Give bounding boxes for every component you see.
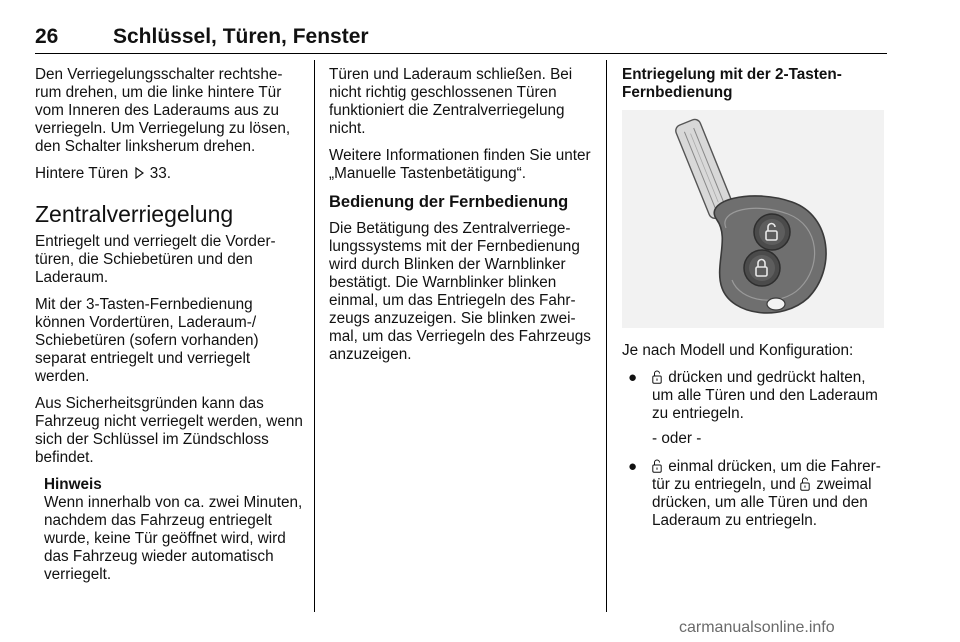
unlock-icon <box>652 370 662 384</box>
note-text: Wenn innerhalb von ca. zwei Minuten, nachdem das Fahrzeug entriegelt wurde, keine Tür geöffnet wird, wird das Fahrzeug wieder automatisch verriegelt. <box>44 494 303 583</box>
cross-reference <box>35 165 303 183</box>
unlock-icon <box>652 459 662 473</box>
instruction-list <box>622 369 888 423</box>
bullet: ● <box>628 458 638 475</box>
section-heading: Zentralverriegelung <box>35 201 234 227</box>
page-header <box>35 25 887 51</box>
page-title: Schlüssel, Türen, Fenster <box>113 25 369 48</box>
list-item-text: zweimal drücken, um alle Türen und den Laderaum zu entriegeln. <box>652 476 872 529</box>
paragraph: Mit der 3-Tasten-Fernbedienung können Vordertüren, Laderaum-/ Schiebetüren (sofern vorhanden) separat entriegelt und verriegelt werden. <box>35 296 259 385</box>
paragraph: Entriegelt und verriegelt die Vordertüren, die Schiebetüren und den Laderaum. <box>35 233 276 286</box>
bullet: ● <box>628 369 638 386</box>
column-divider-1 <box>314 60 315 612</box>
note-title: Hinweis <box>44 476 102 493</box>
list-item-text: einmal drücken, um die Fahrertür zu entriegeln, und <box>652 458 881 493</box>
column-1 <box>35 66 303 584</box>
note-box <box>44 476 303 584</box>
list-item <box>622 369 888 423</box>
column-2 <box>329 66 593 373</box>
paragraph: Türen und Laderaum schließen. Bei nicht richtig geschlossenen Türen funktioniert die Zentralverriegelung nicht. <box>329 66 573 137</box>
sub-heading: Bedienung der Fernbedienung <box>329 193 569 211</box>
xref-label: Hintere Türen <box>35 165 129 182</box>
page-number: 26 <box>35 25 59 48</box>
paragraph: Die Betätigung des Zentralverriegelungssystems mit der Fernbedienung wird durch Blinken der Warnblinker bestätigt. Die Warnblinker blinken einmal, um das Entriegeln des Fahrzeugs anzuzeigen. Sie blinken zweimal, um das Verriegeln des Fahrzeugs anzuzeigen. <box>329 220 591 363</box>
column-divider-2 <box>606 60 607 612</box>
paragraph: Den Verriegelungsschalter rechtsherum drehen, um die linke hintere Tür vom Inneren des Laderaums aus zu verriegeln. Um Verriegelung zu lösen, den Schalter linksherum drehen. <box>35 66 291 155</box>
paragraph: Je nach Modell und Konfiguration: <box>622 342 854 359</box>
list-item <box>622 458 888 530</box>
header-rule <box>35 53 887 54</box>
paragraph: Weitere Informationen finden Sie unter „Manuelle Tastenbetätigung“. <box>329 147 591 182</box>
alternative-separator: - oder - <box>652 430 702 447</box>
xref-arrow-icon <box>135 167 144 179</box>
instruction-list <box>622 458 888 530</box>
key-fob-icon <box>622 110 884 328</box>
list-item-text: drücken und gedrückt halten, um alle Türen und den Laderaum zu entriegeln. <box>652 369 878 422</box>
column-3 <box>622 66 888 537</box>
sub-heading: Entriegelung mit der 2-Tasten-Fernbedienung <box>622 66 842 101</box>
key-fob-figure <box>622 110 884 328</box>
xref-page: 33. <box>149 165 172 182</box>
watermark: carmanualsonline.info <box>679 619 835 636</box>
paragraph: Aus Sicherheitsgründen kann das Fahrzeug nicht verriegelt werden, wenn sich der Schlüssel im Zündschloss befindet. <box>35 395 303 466</box>
unlock-icon <box>800 477 810 491</box>
